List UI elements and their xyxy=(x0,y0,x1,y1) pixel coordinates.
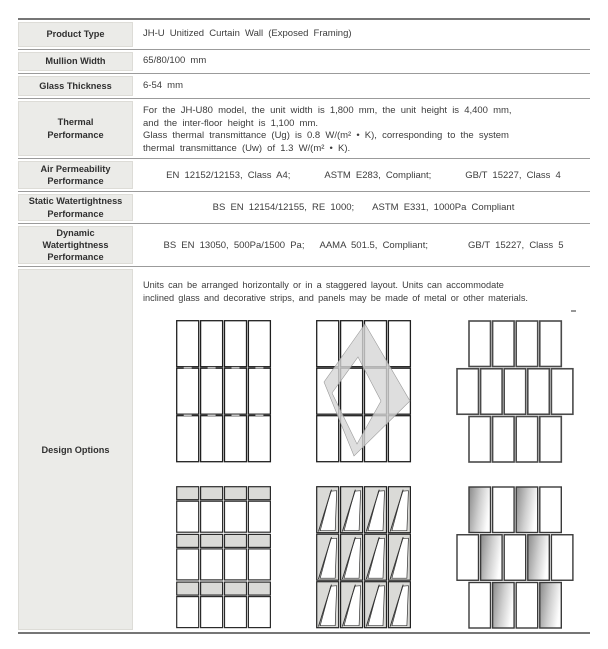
standard-segment: ASTM E283, Compliant; xyxy=(324,169,432,181)
spec-row-glass-thickness xyxy=(18,73,590,98)
staggered-panel-layout-diagram xyxy=(456,320,574,463)
standard-segment: BS EN 13050, 500Pa/1500 Pa; xyxy=(163,239,305,251)
standard-segment: BS EN 12154/12155, RE 1000; xyxy=(212,202,355,213)
spec-row-product-type xyxy=(18,20,590,49)
standard-segment: GB/T 15227, Class 5 xyxy=(467,239,564,251)
row-value-design-options xyxy=(133,267,590,632)
standard-segment: AAMA 501.5, Compliant; xyxy=(319,239,428,251)
inclined-glass-panel-layout-diagram xyxy=(316,486,412,629)
row-value-mullion-width: 65/80/100 mm xyxy=(143,55,207,67)
row-value-static-watertightness xyxy=(133,192,590,223)
row-value-product-type: JH-U Unitized Curtain Wall (Exposed Framing) xyxy=(143,28,352,40)
row-label-mullion-width: Mullion Width xyxy=(18,52,133,71)
design-options-diagrams xyxy=(176,320,584,629)
row-value-glass-thickness: 6-54 mm xyxy=(143,79,183,91)
spec-row-design-options xyxy=(18,266,590,632)
row-label-product-type: Product Type xyxy=(18,22,133,47)
spec-row-static-watertightness xyxy=(18,191,590,223)
row-label-glass-thickness: Glass Thickness xyxy=(18,76,133,96)
design-options-description: Units can be arranged horizontally or in a staggered layout. Units can accommodate inclined glass and decorative strips, and panels may be made of metal or other materials. xyxy=(143,280,528,304)
row-label-dynamic-watertightness: Dynamic Watertightness Performance xyxy=(18,226,133,264)
row-label-air-permeability: Air Permeability Performance xyxy=(18,161,133,189)
row-label-design-options: Design Options xyxy=(18,269,133,630)
spec-row-air-permeability xyxy=(18,158,590,191)
stray-print-artifact xyxy=(571,310,576,312)
staggered-metal-panel-layout-diagram xyxy=(456,486,574,629)
standard-grid-layout-diagram xyxy=(176,320,272,463)
horizontal-spandrel-band-layout-diagram xyxy=(176,486,272,629)
standard-segment: GB/T 15227, Class 4 xyxy=(465,169,561,181)
diamond-decorative-strip-layout-diagram xyxy=(316,320,412,463)
row-value-thermal-performance: For the JH-U80 model, the unit width is 1,800 mm, the unit height is 4,400 mm, and the inter-floor height is 1,100 mm. Glass thermal transmittance (Ug) is 0.8 W/(m² • K), corresponding to the system thermal transmittance (Uw) of 1.3 W/(m² • K). xyxy=(143,105,512,154)
standard-segment: ASTM E331, 1000Pa Compliant xyxy=(372,202,515,213)
row-value-air-permeability xyxy=(133,159,590,191)
row-label-thermal-performance: Thermal Performance xyxy=(18,101,133,156)
spec-row-mullion-width xyxy=(18,49,590,73)
row-label-static-watertightness: Static Watertightness Performance xyxy=(18,194,133,221)
spec-row-thermal-performance xyxy=(18,98,590,158)
standard-segment: EN 12152/12153, Class A4; xyxy=(166,169,291,181)
row-value-dynamic-watertightness xyxy=(133,224,590,266)
spec-row-dynamic-watertightness xyxy=(18,223,590,266)
product-spec-table xyxy=(18,18,590,634)
